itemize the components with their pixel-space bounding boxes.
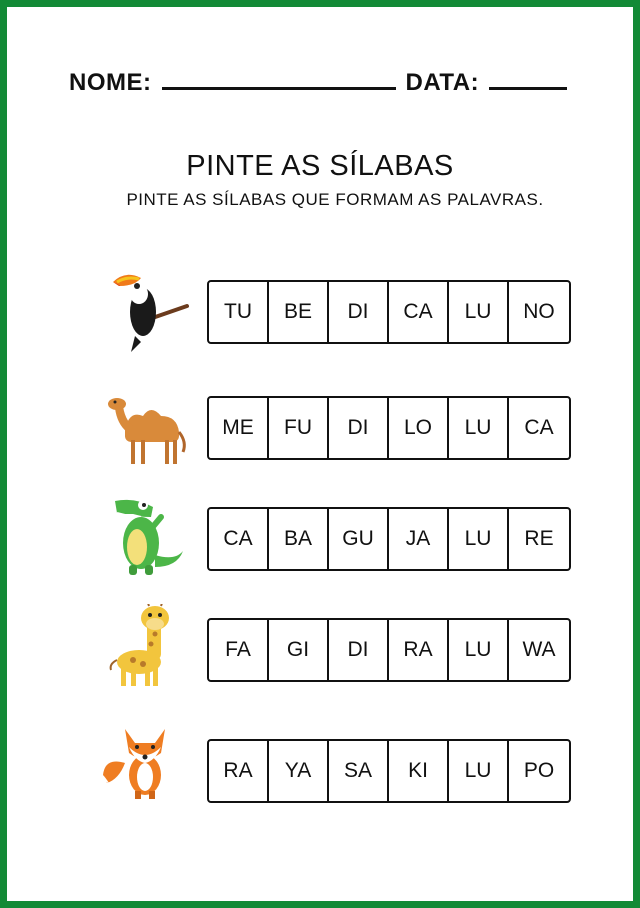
syllable-boxes bbox=[207, 280, 571, 344]
syllable-cell[interactable]: LU bbox=[449, 509, 509, 569]
syllable-cell[interactable]: TU bbox=[209, 282, 269, 342]
syllable-cell[interactable]: SA bbox=[329, 741, 389, 801]
syllable-cell[interactable]: LU bbox=[449, 620, 509, 680]
toucan-icon bbox=[95, 268, 191, 352]
syllable-cell[interactable]: CA bbox=[389, 282, 449, 342]
camel-icon bbox=[95, 386, 191, 470]
syllable-cell[interactable]: RA bbox=[209, 741, 269, 801]
syllable-boxes bbox=[207, 507, 571, 571]
name-field-line[interactable] bbox=[162, 87, 396, 90]
syllable-cell[interactable]: GI bbox=[269, 620, 329, 680]
syllable-cell[interactable]: WA bbox=[522, 638, 556, 661]
syllable-cell[interactable]: RE bbox=[524, 527, 554, 550]
syllable-cell[interactable]: DI bbox=[329, 398, 389, 458]
syllable-cell[interactable]: GU bbox=[329, 509, 389, 569]
syllable-row bbox=[7, 618, 633, 682]
fox-icon bbox=[95, 717, 191, 801]
date-label: DATA: bbox=[405, 69, 480, 96]
syllable-cell[interactable]: ME bbox=[209, 398, 269, 458]
syllable-cell[interactable]: LU bbox=[449, 398, 509, 458]
syllable-cell[interactable]: RA bbox=[389, 620, 449, 680]
syllable-row bbox=[7, 396, 633, 460]
syllable-row bbox=[7, 507, 633, 571]
syllable-boxes bbox=[207, 618, 571, 682]
syllable-cell[interactable]: LO bbox=[389, 398, 449, 458]
page-title: PINTE AS SÍLABAS bbox=[186, 150, 454, 182]
page-subtitle: PINTE AS SÍLABAS QUE FORMAM AS PALAVRAS. bbox=[126, 190, 544, 209]
syllable-cell[interactable]: NO bbox=[523, 300, 555, 323]
syllable-cell[interactable]: FU bbox=[269, 398, 329, 458]
syllable-cell[interactable]: YA bbox=[269, 741, 329, 801]
syllable-cell[interactable]: JA bbox=[389, 509, 449, 569]
syllable-cell[interactable]: LU bbox=[449, 741, 509, 801]
syllable-cell[interactable]: BE bbox=[269, 282, 329, 342]
syllable-cell[interactable]: LU bbox=[449, 282, 509, 342]
syllable-row bbox=[7, 739, 633, 803]
syllable-cell[interactable]: BA bbox=[269, 509, 329, 569]
syllable-cell[interactable]: CA bbox=[209, 509, 269, 569]
header bbox=[69, 69, 597, 97]
syllable-cell[interactable]: KI bbox=[389, 741, 449, 801]
syllable-boxes bbox=[207, 739, 571, 803]
name-label: NOME: bbox=[69, 69, 152, 96]
date-field-line[interactable] bbox=[489, 87, 567, 90]
syllable-cell[interactable]: CA bbox=[524, 416, 554, 439]
syllable-row bbox=[7, 280, 633, 344]
crocodile-icon bbox=[95, 495, 191, 579]
syllable-cell[interactable]: DI bbox=[329, 282, 389, 342]
giraffe-icon bbox=[95, 604, 191, 688]
syllable-cell[interactable]: PO bbox=[523, 759, 555, 782]
syllable-cell[interactable]: DI bbox=[329, 620, 389, 680]
syllable-cell[interactable]: FA bbox=[209, 620, 269, 680]
syllable-boxes bbox=[207, 396, 571, 460]
